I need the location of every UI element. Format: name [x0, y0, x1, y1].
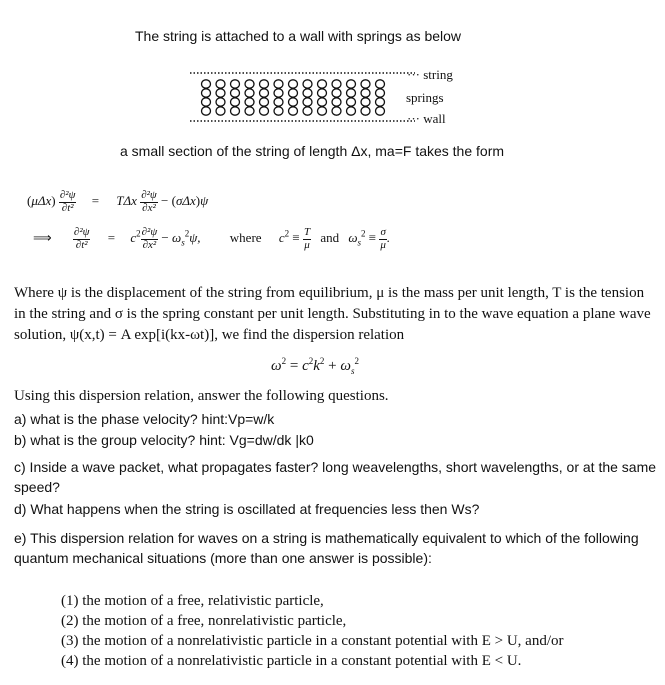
spring-coil: [361, 89, 370, 97]
spring-coil: [332, 80, 341, 88]
spring-coil: [376, 107, 385, 115]
spring-coil: [245, 107, 254, 115]
spring-coil: [216, 80, 225, 88]
spring-coil: [274, 107, 283, 115]
spring-coil: [303, 107, 312, 115]
dispersion-relation: $\omega^2 = c^2k^2 + \omega_s^2$: [271, 356, 359, 376]
string-label: string: [423, 67, 453, 82]
spring-coil: [361, 80, 370, 88]
spring-coil: [376, 98, 385, 106]
question-c: c) Inside a wave packet, what propagates faster? long weavelengths, short wavelengths, or at the same speed?: [14, 459, 657, 495]
spring-coil: [274, 89, 283, 97]
spring-coil: [216, 98, 225, 106]
subheading: a small section of the string of length Δx, ma=F takes the form: [120, 143, 505, 159]
option-3: (3) the motion of a nonrelativistic particle in a constant potential with E > U, and/or: [61, 633, 564, 649]
spring-coil: [260, 107, 269, 115]
spring-coil: [289, 89, 298, 97]
spring-coil: [347, 89, 356, 97]
description-paragraph: Where ψ is the displacement of the string from equilibrium, μ is the mass per unit length, T is the tension in the string and σ is the spring constant per unit length. Substituting in to the wave equation a plane wave solution, ψ(x,t) = A exp[i(kx-ωt)], we find the dispersion relation: [14, 285, 651, 343]
spring-coil: [289, 107, 298, 115]
spring-coil: [245, 98, 254, 106]
where-label: where: [229, 230, 262, 246]
spring-coil: [245, 80, 254, 88]
option-4: (4) the motion of a nonrelativistic particle in a constant potential with E < U.: [61, 653, 522, 669]
wall-label: wall: [423, 111, 446, 126]
spring-coil: [318, 98, 327, 106]
spring-coil: [260, 80, 269, 88]
questions-intro: Using this dispersion relation, answer the following questions.: [14, 388, 389, 404]
question-a: a) what is the phase velocity? hint:Vp=w/k: [14, 411, 275, 427]
spring-coil: [361, 107, 370, 115]
option-1: (1) the motion of a free, relativistic particle,: [61, 593, 324, 609]
spring-coil: [303, 89, 312, 97]
spring-coil: [202, 89, 211, 97]
spring-coil: [347, 98, 356, 106]
spring-coil: [202, 80, 211, 88]
spring-coil: [318, 89, 327, 97]
spring-coil: [231, 89, 240, 97]
spring-coil: [303, 80, 312, 88]
spring-coil: [376, 80, 385, 88]
spring-coil: [318, 107, 327, 115]
spring-coil: [231, 80, 240, 88]
spring-coil: [274, 80, 283, 88]
heading: The string is attached to a wall with springs as below: [135, 28, 462, 44]
spring-coil: [216, 89, 225, 97]
equation-line-1: (μΔx) $\frac{\text{∂²ψ}}{\text{∂t²}}$ = TΔx $\frac{\text{∂²ψ}}{\text{∂x²}}$ − (σΔx)ψ: [27, 189, 209, 214]
question-b: b) what is the group velocity? hint: Vg=dw/dk |k0: [14, 432, 314, 448]
springs-label: springs: [406, 90, 444, 105]
springs-group: [202, 80, 385, 115]
spring-coil: [289, 80, 298, 88]
spring-coil: [231, 107, 240, 115]
option-2: (2) the motion of a free, nonrelativistic particle,: [61, 613, 347, 629]
spring-coil: [202, 98, 211, 106]
spring-coil: [289, 98, 298, 106]
question-d: d) What happens when the string is oscillated at frequencies less then Ws?: [14, 501, 480, 517]
spring-coil: [260, 89, 269, 97]
spring-diagram: [190, 66, 425, 126]
spring-coil: [332, 98, 341, 106]
spring-coil: [216, 107, 225, 115]
spring-coil: [376, 89, 385, 97]
spring-coil: [347, 107, 356, 115]
spring-coil: [303, 98, 312, 106]
spring-coil: [332, 107, 341, 115]
spring-coil: [260, 98, 269, 106]
question-e: e) This dispersion relation for waves on a string is mathematically equivalent to which of the following quantum mechanical situations (more than one answer is possible):: [14, 530, 639, 566]
and-label: and: [320, 230, 340, 246]
spring-coil: [231, 98, 240, 106]
equation-line-2: ⟹ $\frac{\text{∂²ψ}}{\text{∂t²}}$ = $c^2$ $\frac{\text{∂²ψ}}{\text{∂x²}}$ − $\omega_s^2\psi$, where $c^2$ ≡ $\frac{T}{\mu}$ and $\omega_s^2$ ≡ $\frac{\sigma}{\mu}$ .: [33, 226, 391, 251]
spring-coil: [202, 107, 211, 115]
spring-coil: [332, 89, 341, 97]
spring-coil: [361, 98, 370, 106]
spring-coil: [274, 98, 283, 106]
options-list: [61, 591, 564, 671]
spring-coil: [347, 80, 356, 88]
spring-coil: [245, 89, 254, 97]
spring-coil: [318, 80, 327, 88]
